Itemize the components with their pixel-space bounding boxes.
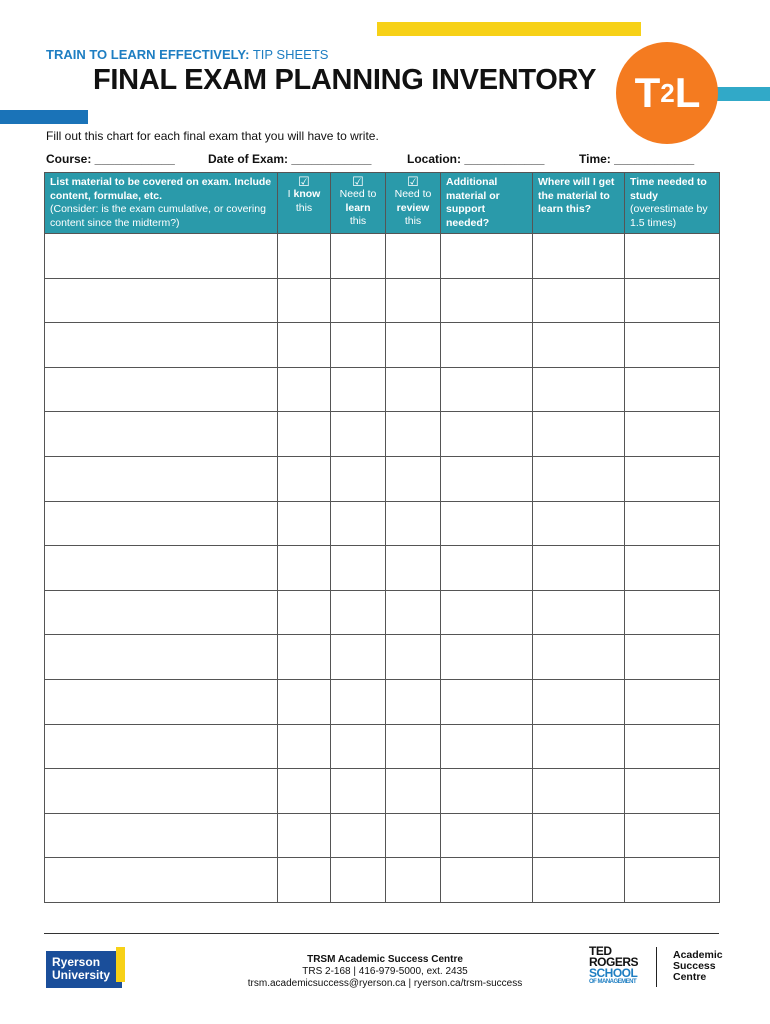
ryerson-logo-line1: Ryerson	[52, 955, 101, 969]
table-cell[interactable]	[533, 679, 625, 724]
table-cell[interactable]	[533, 635, 625, 680]
table-cell[interactable]	[625, 679, 720, 724]
table-row	[45, 858, 720, 903]
table-cell[interactable]	[441, 813, 533, 858]
table-cell[interactable]	[625, 813, 720, 858]
blue-accent-bar-left	[0, 110, 88, 124]
table-cell[interactable]	[278, 501, 331, 546]
table-cell[interactable]	[441, 724, 533, 769]
table-cell[interactable]	[331, 323, 386, 368]
table-cell[interactable]	[625, 412, 720, 457]
table-row	[45, 590, 720, 635]
table-cell[interactable]	[45, 813, 278, 858]
table-row	[45, 412, 720, 457]
table-cell[interactable]	[386, 546, 441, 591]
table-cell[interactable]	[278, 234, 331, 279]
table-cell[interactable]	[45, 590, 278, 635]
table-cell[interactable]	[625, 590, 720, 635]
table-cell[interactable]	[331, 858, 386, 903]
table-cell[interactable]	[331, 769, 386, 814]
table-cell[interactable]	[45, 769, 278, 814]
table-cell[interactable]	[625, 858, 720, 903]
logo-digit: 2	[660, 77, 674, 108]
table-cell[interactable]	[45, 546, 278, 591]
header-review	[386, 173, 441, 234]
table-cell[interactable]	[331, 679, 386, 724]
table-cell[interactable]	[278, 769, 331, 814]
header-where	[533, 173, 625, 234]
header-review-a: Need to	[394, 188, 432, 200]
table-cell[interactable]	[441, 367, 533, 412]
table-cell[interactable]	[331, 412, 386, 457]
table-cell[interactable]	[625, 769, 720, 814]
header-know-a: I	[287, 188, 294, 200]
table-cell[interactable]	[386, 456, 441, 501]
header-know	[278, 173, 331, 234]
table-header-row	[45, 173, 720, 234]
subtitle-bold: TRAIN TO LEARN EFFECTIVELY:	[46, 47, 250, 62]
table-cell[interactable]	[625, 234, 720, 279]
series-subtitle	[46, 47, 328, 62]
table-cell[interactable]	[331, 367, 386, 412]
table-cell[interactable]	[533, 724, 625, 769]
table-cell[interactable]	[441, 323, 533, 368]
table-cell[interactable]	[441, 590, 533, 635]
table-cell[interactable]	[45, 456, 278, 501]
table-cell[interactable]	[533, 278, 625, 323]
time-field[interactable]: Time: ____________	[579, 152, 695, 166]
checkbox-icon: ☑	[407, 174, 419, 189]
table-cell[interactable]	[441, 635, 533, 680]
table-cell[interactable]	[331, 234, 386, 279]
table-cell[interactable]	[386, 501, 441, 546]
header-learn-a: Need to	[339, 188, 377, 200]
table-cell[interactable]	[278, 635, 331, 680]
footer-divider	[44, 933, 719, 934]
table-cell[interactable]	[278, 590, 331, 635]
table-cell[interactable]	[533, 590, 625, 635]
logo-divider	[656, 947, 657, 987]
table-cell[interactable]	[331, 278, 386, 323]
table-cell[interactable]	[625, 367, 720, 412]
table-cell[interactable]	[386, 412, 441, 457]
table-row	[45, 234, 720, 279]
table-cell[interactable]	[625, 456, 720, 501]
table-cell[interactable]	[45, 635, 278, 680]
logo-letter-t: T	[634, 69, 660, 116]
table-row	[45, 546, 720, 591]
table-cell[interactable]	[533, 456, 625, 501]
header-review-c: this	[404, 215, 422, 227]
logo-letter-l: L	[674, 69, 700, 116]
header-material	[45, 173, 278, 234]
header-additional	[441, 173, 533, 234]
table-cell[interactable]	[441, 456, 533, 501]
table-cell[interactable]	[278, 456, 331, 501]
header-know-b: know	[293, 188, 321, 200]
header-review-b: review	[396, 201, 430, 214]
table-cell[interactable]	[533, 546, 625, 591]
table-cell[interactable]	[533, 813, 625, 858]
footer-contact	[200, 954, 570, 990]
table-cell[interactable]	[625, 501, 720, 546]
header-material-bold: List material to be covered on exam. Include content, formulae, etc.	[50, 176, 272, 202]
table-cell[interactable]	[278, 367, 331, 412]
inventory-body	[45, 234, 720, 903]
header-time-note: (overestimate by 1.5 times)	[630, 203, 708, 229]
header-learn-c: this	[349, 215, 367, 227]
ryerson-logo	[46, 951, 122, 988]
table-cell[interactable]	[386, 724, 441, 769]
table-cell[interactable]	[278, 679, 331, 724]
table-cell[interactable]	[533, 858, 625, 903]
table-cell[interactable]	[331, 456, 386, 501]
table-cell[interactable]	[386, 679, 441, 724]
footer-web[interactable]: trsm.academicsuccess@ryerson.ca | ryerson.ca/trsm-success	[247, 978, 523, 989]
table-cell[interactable]	[533, 323, 625, 368]
asc-logo	[673, 950, 723, 983]
subtitle-rest: TIP SHEETS	[249, 47, 329, 62]
table-cell[interactable]	[386, 323, 441, 368]
table-cell[interactable]	[441, 234, 533, 279]
table-cell[interactable]	[386, 858, 441, 903]
page-title: FINAL EXAM PLANNING INVENTORY	[93, 64, 597, 96]
trsm-logo	[589, 946, 638, 986]
table-row	[45, 679, 720, 724]
table-cell[interactable]	[625, 546, 720, 591]
table-cell[interactable]	[45, 412, 278, 457]
table-cell[interactable]	[441, 412, 533, 457]
table-cell[interactable]	[386, 769, 441, 814]
footer-phone: TRS 2-168 | 416-979-5000, ext. 2435	[302, 966, 468, 977]
checkbox-icon: ☑	[298, 174, 310, 189]
table-cell[interactable]	[278, 278, 331, 323]
table-cell[interactable]	[45, 367, 278, 412]
table-cell[interactable]	[331, 501, 386, 546]
table-row	[45, 456, 720, 501]
ryerson-logo-accent	[116, 947, 125, 982]
table-cell[interactable]	[386, 367, 441, 412]
course-field[interactable]: Course: ____________	[46, 152, 175, 166]
trsm-logo-line3: SCHOOL	[589, 966, 638, 980]
header-material-note: (Consider: is the exam cumulative, or covering content since the midterm?)	[50, 203, 266, 229]
trsm-logo-line1: TED	[589, 944, 612, 958]
table-row	[45, 635, 720, 680]
table-cell[interactable]	[45, 679, 278, 724]
table-row	[45, 769, 720, 814]
table-cell[interactable]	[278, 813, 331, 858]
table-row	[45, 501, 720, 546]
table-cell[interactable]	[45, 323, 278, 368]
table-cell[interactable]	[386, 635, 441, 680]
asc-logo-line3: Centre	[673, 971, 707, 983]
table-cell[interactable]	[278, 546, 331, 591]
yellow-accent-bar	[377, 22, 641, 36]
table-cell[interactable]	[278, 323, 331, 368]
table-cell[interactable]	[386, 234, 441, 279]
table-row	[45, 278, 720, 323]
table-cell[interactable]	[441, 501, 533, 546]
table-cell[interactable]	[278, 412, 331, 457]
table-cell[interactable]	[45, 278, 278, 323]
table-cell[interactable]	[441, 278, 533, 323]
table-cell[interactable]	[441, 858, 533, 903]
trsm-logo-line4: OF MANAGEMENT	[589, 979, 637, 985]
header-time	[625, 173, 720, 234]
table-cell[interactable]	[278, 724, 331, 769]
table-cell[interactable]	[386, 590, 441, 635]
table-cell[interactable]	[625, 278, 720, 323]
table-cell[interactable]	[278, 858, 331, 903]
table-cell[interactable]	[533, 501, 625, 546]
table-cell[interactable]	[45, 234, 278, 279]
header-additional-text: Additional material or support needed?	[446, 176, 500, 229]
table-cell[interactable]	[386, 278, 441, 323]
table-cell[interactable]	[533, 412, 625, 457]
table-cell[interactable]	[533, 367, 625, 412]
header-learn-b: learn	[345, 201, 371, 214]
header-learn	[331, 173, 386, 234]
location-field[interactable]: Location: ____________	[407, 152, 545, 166]
table-cell[interactable]	[331, 813, 386, 858]
table-cell[interactable]	[331, 546, 386, 591]
table-cell[interactable]	[533, 234, 625, 279]
footer-centre-name: TRSM Academic Success Centre	[307, 954, 463, 965]
table-cell[interactable]	[331, 590, 386, 635]
table-cell[interactable]	[625, 724, 720, 769]
table-cell[interactable]	[441, 546, 533, 591]
table-cell[interactable]	[45, 501, 278, 546]
asc-logo-line2: Success	[673, 960, 716, 972]
t2l-logo	[616, 42, 718, 144]
header-time-bold: Time needed to study	[630, 176, 707, 202]
table-cell[interactable]	[45, 858, 278, 903]
asc-logo-line1: Academic	[673, 949, 723, 961]
inventory-table	[44, 172, 720, 903]
table-cell[interactable]	[45, 724, 278, 769]
table-cell[interactable]	[441, 679, 533, 724]
ryerson-logo-line2: University	[52, 968, 111, 982]
checkbox-icon: ☑	[352, 174, 364, 189]
header-know-c: this	[295, 201, 313, 214]
table-cell[interactable]	[331, 635, 386, 680]
table-cell[interactable]	[625, 323, 720, 368]
table-row	[45, 323, 720, 368]
table-cell[interactable]	[331, 724, 386, 769]
table-row	[45, 367, 720, 412]
trsm-logo-line2: ROGERS	[589, 955, 639, 969]
date-field[interactable]: Date of Exam: ____________	[208, 152, 372, 166]
header-where-text: Where will I get the material to learn this?	[538, 176, 615, 215]
table-cell[interactable]	[625, 635, 720, 680]
table-row	[45, 813, 720, 858]
table-cell[interactable]	[533, 769, 625, 814]
table-row	[45, 724, 720, 769]
intro-text: Fill out this chart for each final exam that you will have to write.	[46, 129, 379, 143]
table-cell[interactable]	[441, 769, 533, 814]
table-cell[interactable]	[386, 813, 441, 858]
